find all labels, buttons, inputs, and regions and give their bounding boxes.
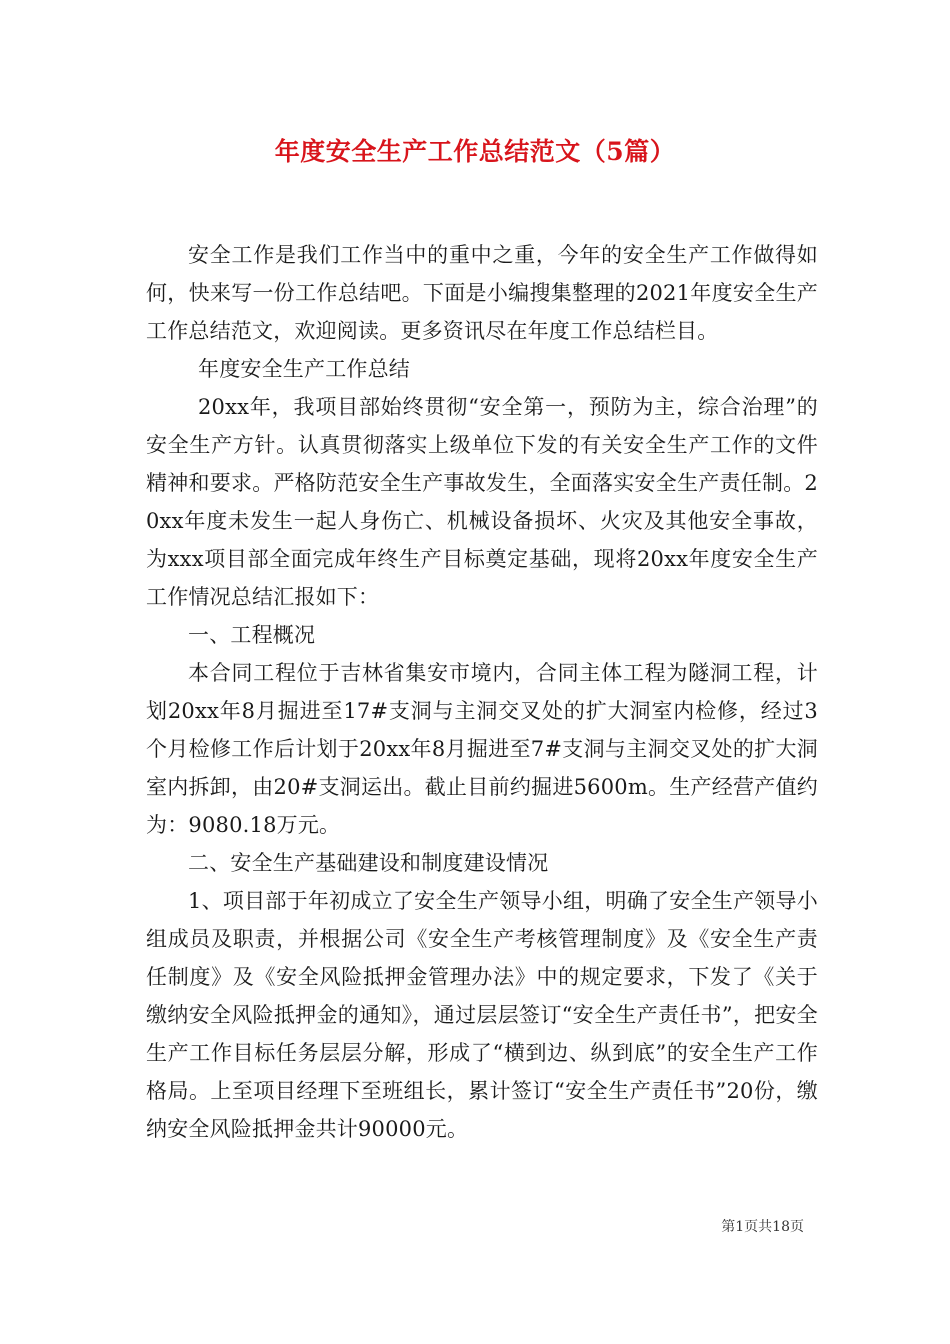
body-paragraph: 20xx年，我项目部始终贯彻“安全第一，预防为主，综合治理”的安全生产方针。认真贯彻落实上级单位下发的有关安全生产工作的文件精神和要求。严格防范安全生产事故发生，全面落实安全生产责任制。20xx年度未发生一起人身伤亡、机械设备损坏、火灾及其他安全事故，为xxx项目部全面完成年终生产目标奠定基础，现将20xx年度安全生产工作情况总结汇报如下：: [146, 395, 818, 609]
document-body: [146, 236, 818, 1148]
page-number: 第1页共18页: [721, 1219, 804, 1235]
body-paragraph: 1、项目部于年初成立了安全生产领导小组，明确了安全生产领导小组成员及职责，并根据公司《安全生产考核管理制度》及《安全生产责任制度》及《安全风险抵押金管理办法》中的规定要求，下发了《关于缴纳安全风险抵押金的通知》，通过层层签订“安全生产责任书”，把安全生产工作目标任务层层分解，形成了“横到边、纵到底”的安全生产工作格局。上至项目经理下至班组长，累计签订“安全生产责任书”20份，缴纳安全风险抵押金共计90000元。: [146, 889, 818, 1141]
body-paragraph: 本合同工程位于吉林省集安市境内，合同主体工程为隧洞工程，计划20xx年8月掘进至17#支洞与主洞交叉处的扩大洞室内检修，经过3个月检修工作后计划于20xx年8月掘进至7#支洞与主洞交叉处的扩大洞室内拆卸，由20#支洞运出。截止目前约掘进5600m。生产经营产值约为：9080.18万元。: [146, 661, 818, 837]
intro-paragraph: 安全工作是我们工作当中的重中之重，今年的安全生产工作做得如何，快来写一份工作总结吧。下面是小编搜集整理的2021年度安全生产工作总结范文，欢迎阅读。更多资讯尽在年度工作总结栏目。: [146, 243, 818, 343]
section-heading: 一、工程概况: [188, 623, 316, 647]
section-heading: 二、安全生产基础建设和制度建设情况: [188, 851, 549, 875]
document-title: 年度安全生产工作总结范文（5篇）: [274, 137, 676, 166]
section-heading: 年度安全生产工作总结: [198, 357, 410, 381]
